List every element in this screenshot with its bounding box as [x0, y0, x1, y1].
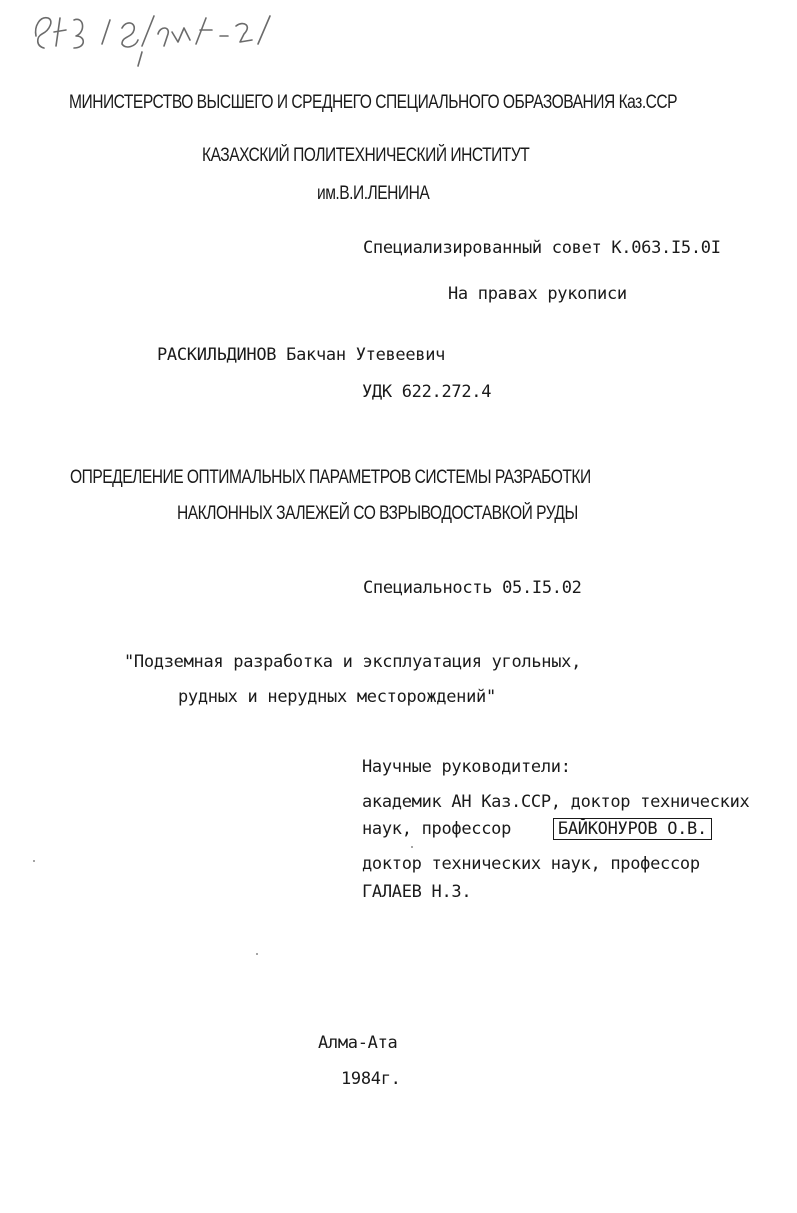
udc-code: УДК 622.272.4 [362, 382, 492, 402]
specialty-name-line-2: рудных и нерудных месторождений" [178, 687, 496, 707]
specialty-code: Специальность 05.I5.02 [363, 578, 582, 598]
manuscript-rights: На правах рукописи [448, 284, 627, 304]
supervisors-heading: Научные руководители: [362, 757, 571, 777]
scan-speck [33, 860, 35, 862]
handwritten-archive-note [30, 6, 280, 68]
specialty-name-line-1: "Подземная разработка и эксплуатация угольных, [124, 652, 582, 672]
supervisor-1-name: БАЙКОНУРОВ О.В. [553, 818, 712, 840]
year: 1984г. [341, 1069, 401, 1089]
ministry-heading: МИНИСТЕРСТВО ВЫСШЕГО И СРЕДНЕГО СПЕЦИАЛЬНОГО ОБРАЗОВАНИЯ Каз.ССР [69, 92, 678, 113]
supervisor-2-name: ГАЛАЕВ Н.З. [362, 882, 472, 902]
city: Алма-Ата [318, 1033, 398, 1053]
institute-name: КАЗАХСКИЙ ПОЛИТЕХНИЧЕСКИЙ ИНСТИТУТ [202, 145, 530, 166]
institute-named-after: им.В.И.ЛЕНИНА [317, 183, 430, 204]
thesis-title-line-1: ОПРЕДЕЛЕНИЕ ОПТИМАЛЬНЫХ ПАРАМЕТРОВ СИСТЕМЫ РАЗРАБОТКИ [70, 467, 591, 488]
supervisor-1-title: академик АН Каз.ССР, доктор технических [362, 792, 750, 812]
scan-speck [411, 846, 413, 848]
thesis-title-line-2: НАКЛОННЫХ ЗАЛЕЖЕЙ СО ВЗРЫВОДОСТАВКОЙ РУДЫ [177, 503, 578, 524]
council-number: Специализированный совет К.063.I5.0I [363, 238, 721, 258]
supervisor-2-title: доктор технических наук, профессор [362, 854, 700, 874]
supervisor-1-title-cont [362, 818, 712, 840]
scan-speck [256, 953, 258, 955]
supervisor-1-degree: наук, профессор [362, 819, 512, 839]
author-name: РАСКИЛЬДИНОВ Бакчан Утевеевич [157, 345, 446, 365]
